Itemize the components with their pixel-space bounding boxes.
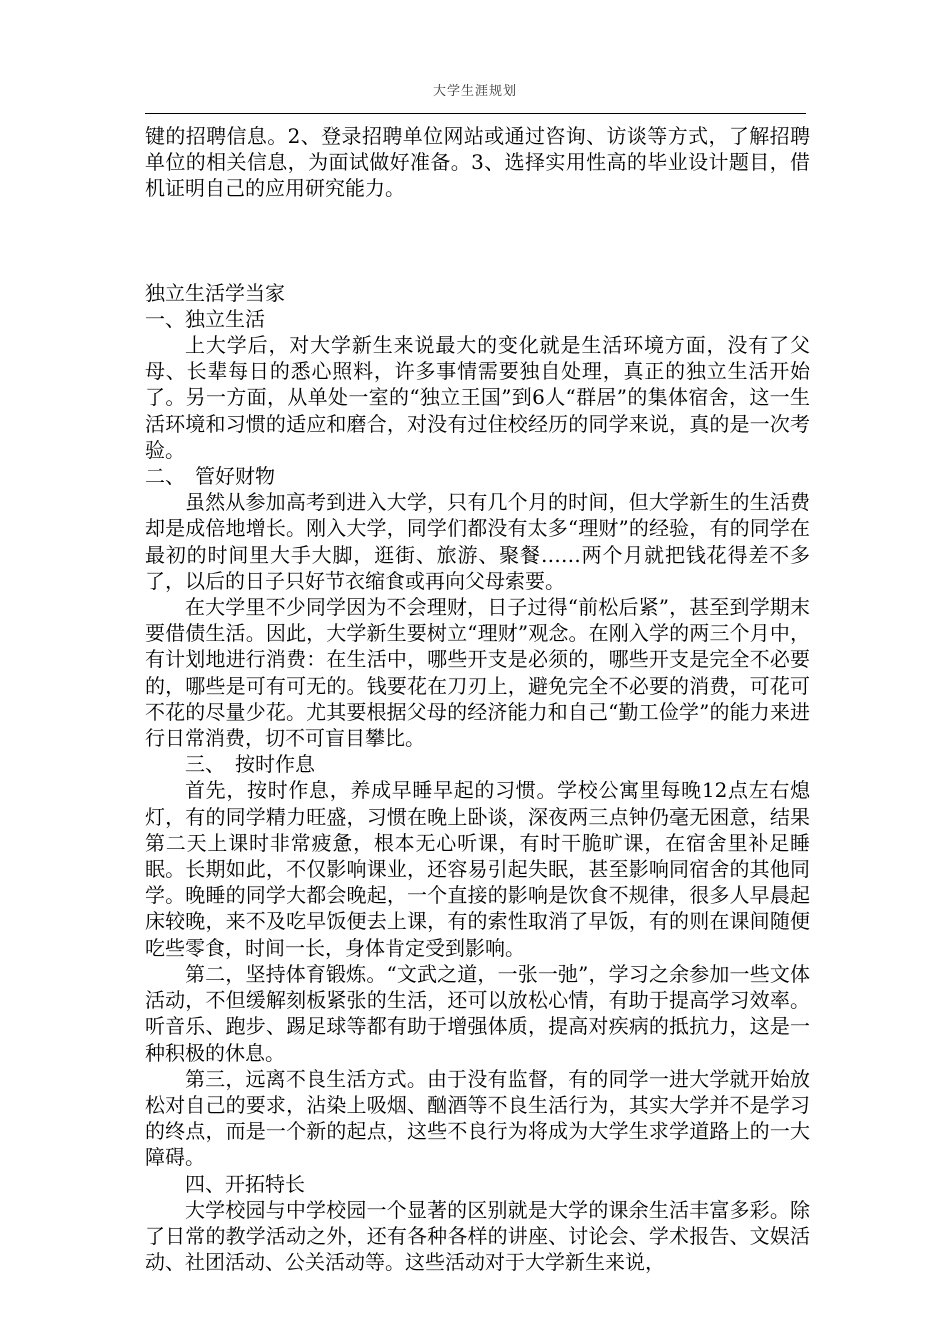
section-heading-1: 一、独立生活 — [145, 306, 265, 331]
section-heading-4: 四、开拓特长 — [185, 1171, 305, 1196]
paragraph: 大学校园与中学校园一个显著的区别就是大学的课余生活丰富多彩。除了日常的教学活动之外，还有各种各样的讲座、讨论会、学术报告、文娱活动、社团活动、公关活动等。这些活动对于大学新生来说， — [145, 1197, 810, 1275]
section-heading-3: 三、 按时作息 — [185, 752, 315, 777]
paragraph: 上大学后，对大学新生来说最大的变化就是生活环境方面，没有了父母、长辈每日的悉心照料，许多事情需要独自处理，真正的独立生活开始了。另一方面，从单处一室的“独立王国”到6人“群居”的集体宿舍，这一生活环境和习惯的适应和磨合，对没有过住校经历的同学来说，真的是一次考验。 — [145, 333, 810, 462]
paragraph: 首先，按时作息，养成早睡早起的习惯。学校公寓里每晚12点左右熄灯，有的同学精力旺盛，习惯在晚上卧谈，深夜两三点钟仍毫无困意，结果第二天上课时非常疲惫，根本无心听课，有时干脆旷课，在宿舍里补足睡眠。长期如此，不仅影响课业，还容易引起失眠，甚至影响同宿舍的其他同学。晚睡的同学大都会晚起，一个直接的影响是饮食不规律，很多人早晨起床较晚，来不及吃早饭便去上课，有的索性取消了早饭，有的则在课间随便吃些零食，时间一长，身体肯定受到影响。 — [145, 778, 810, 960]
paragraph: 第二，坚持体育锻炼。“文武之道，一张一弛”，学习之余参加一些文体活动，不但缓解刻板紧张的生活，还可以放松心情，有助于提高学习效率。听音乐、跑步、踢足球等都有助于增强体质，提高对疾病的抵抗力，这是一种积极的休息。 — [145, 961, 810, 1065]
section-heading-2: 二、 管好财物 — [145, 464, 275, 489]
section-gap — [145, 202, 810, 280]
paragraph: 在大学里不少同学因为不会理财，日子过得“前松后紧”，甚至到学期末要借债生活。因此，大学新生要树立“理财”观念。在刚入学的两三个月中，有计划地进行消费：在生活中，哪些开支是必须的，哪些开支是完全不必要的，哪些是可有可无的。钱要花在刀刃上，避免完全不必要的消费，可花可不花的尽量少花。尤其要根据父母的经济能力和自己“勤工俭学”的能力来进行日常消费，切不可盲目攀比。 — [145, 595, 810, 751]
paragraph: 第三，远离不良生活方式。由于没有监督，有的同学一进大学就开始放松对自己的要求，沾染上吸烟、酗酒等不良生活行为，其实大学并不是学习的终点，而是一个新的起点，这些不良行为将成为大学生求学道路上的一大障碍。 — [145, 1066, 810, 1170]
paragraph: 虽然从参加高考到进入大学，只有几个月的时间，但大学新生的生活费却是成倍地增长。刚入大学，同学们都没有太多“理财”的经验，有的同学在最初的时间里大手大脚，逛街、旅游、聚餐……两个月就把钱花得差不多了，以后的日子只好节衣缩食或再向父母索要。 — [145, 490, 810, 593]
section-title: 独立生活学当家 — [145, 280, 285, 305]
document-body — [145, 123, 810, 1275]
intro-paragraph: 键的招聘信息。2、登录招聘单位网站或通过咨询、访谈等方式，了解招聘单位的相关信息，为面试做好准备。3、选择实用性高的毕业设计题目，借机证明自己的应用研究能力。 — [145, 124, 810, 201]
header-divider — [145, 113, 806, 114]
page-header-title: 大学生涯规划 — [432, 84, 517, 99]
